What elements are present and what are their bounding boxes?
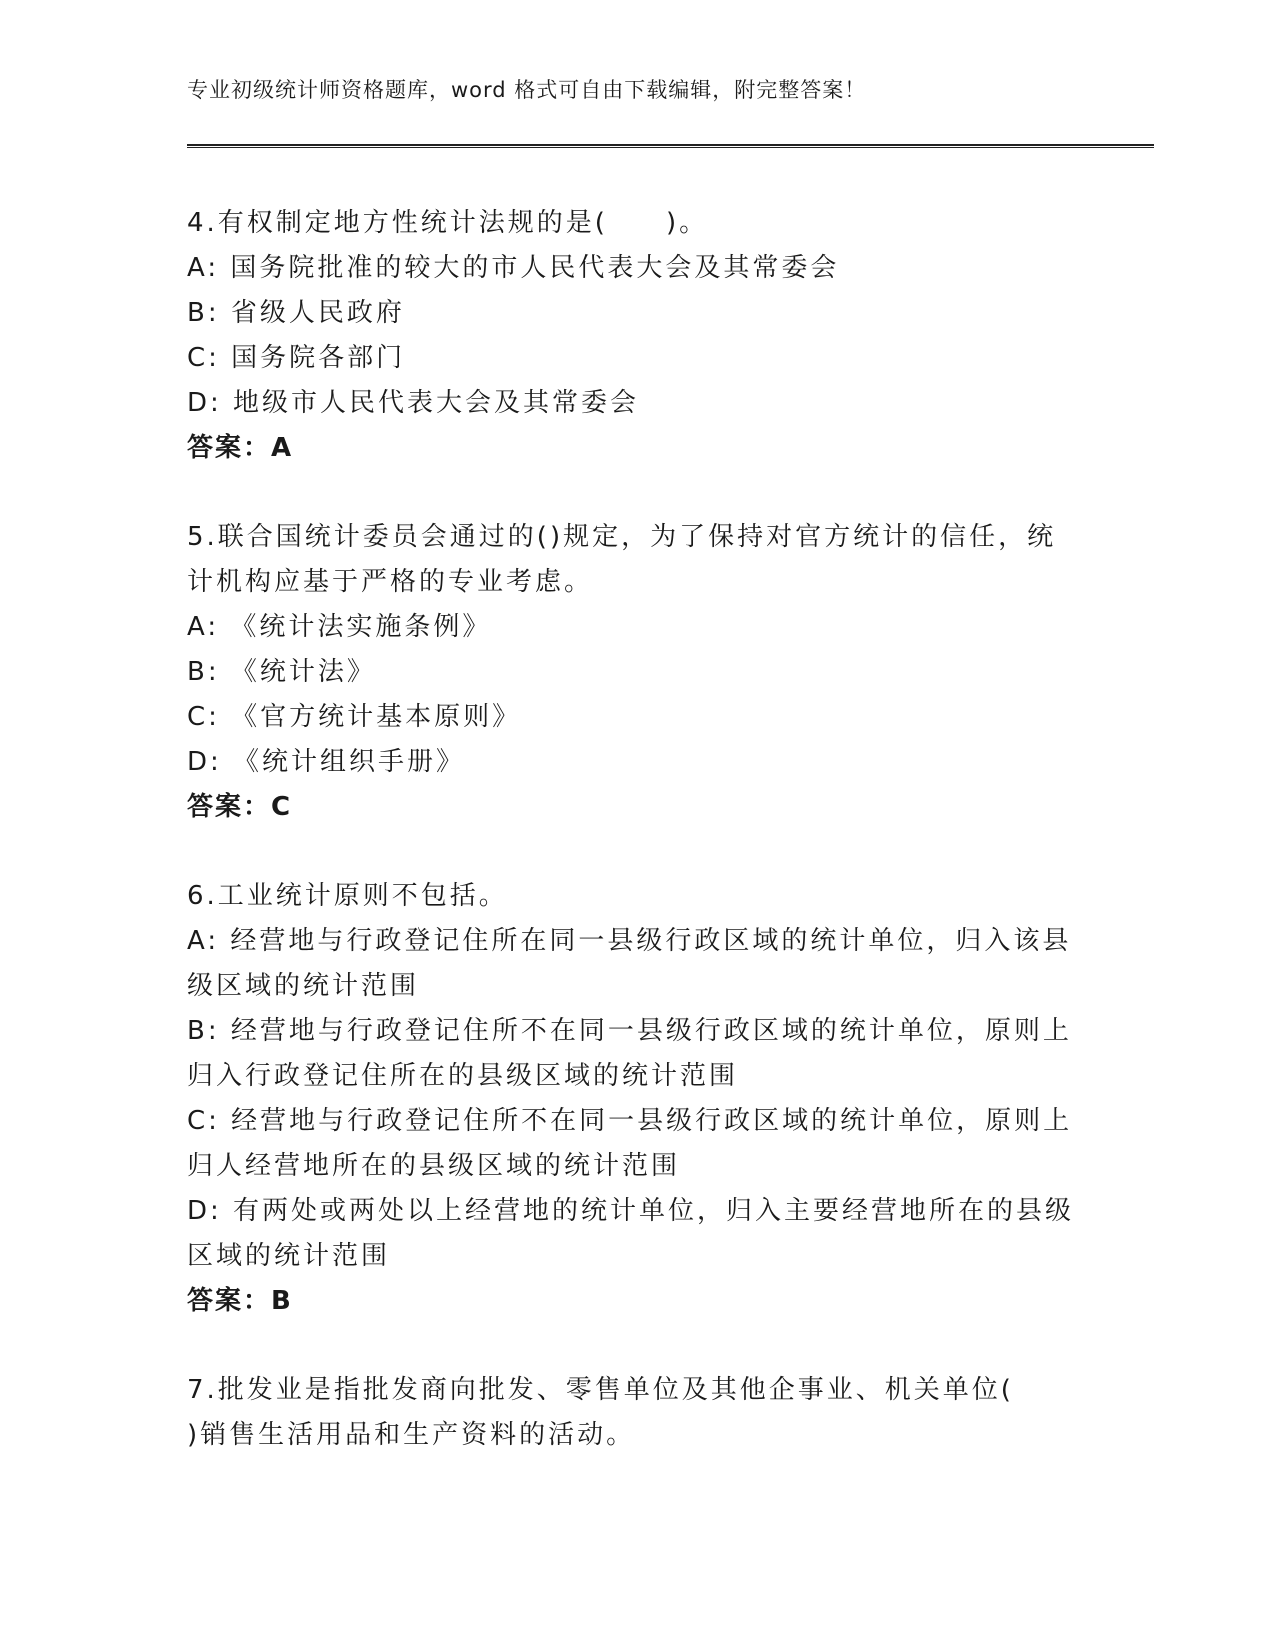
question-stem: 6.工业统计原则不包括。 bbox=[187, 881, 508, 911]
option-a: A: 经营地与行政登记住所在同一县级行政区域的统计单位，归入该县 bbox=[187, 926, 1072, 956]
question-stem: 7.批发业是指批发商向批发、零售单位及其他企事业、机关单位( bbox=[187, 1375, 1014, 1405]
page-header: 专业初级统计师资格题库，word 格式可自由下载编辑，附完整答案！ bbox=[187, 78, 867, 102]
option-b: B: 经营地与行政登记住所不在同一县级行政区域的统计单位，原则上 bbox=[187, 1016, 1072, 1046]
question-item bbox=[187, 874, 1087, 1324]
answer-label: 答案：B bbox=[187, 1286, 293, 1316]
header-divider bbox=[187, 144, 1154, 148]
question-stem: 5.联合国统计委员会通过的()规定，为了保持对官方统计的信任，统 bbox=[187, 522, 1057, 552]
answer-label: 答案：C bbox=[187, 792, 293, 822]
option-b: B: 《统计法》 bbox=[187, 657, 376, 687]
option-b: B: 省级人民政府 bbox=[187, 298, 405, 328]
question-stem-continued: 计机构应基于严格的专业考虑。 bbox=[187, 567, 594, 597]
option-d-continued: 区域的统计范围 bbox=[187, 1241, 391, 1271]
question-stem-continued: )销售生活用品和生产资料的活动。 bbox=[187, 1420, 636, 1450]
answer-label: 答案：A bbox=[187, 433, 294, 463]
question-stem: 4.有权制定地方性统计法规的是( )。 bbox=[187, 208, 709, 238]
option-d: D: 地级市人民代表大会及其常委会 bbox=[187, 388, 640, 418]
option-a-continued: 级区域的统计范围 bbox=[187, 971, 420, 1001]
question-list bbox=[187, 201, 1087, 1502]
question-item bbox=[187, 515, 1087, 830]
option-a: A: 《统计法实施条例》 bbox=[187, 612, 492, 642]
option-d: D: 《统计组织手册》 bbox=[187, 747, 466, 777]
option-a: A: 国务院批准的较大的市人民代表大会及其常委会 bbox=[187, 253, 840, 283]
option-b-continued: 归入行政登记住所在的县级区域的统计范围 bbox=[187, 1061, 739, 1091]
option-c: C: 《官方统计基本原则》 bbox=[187, 702, 522, 732]
option-c: C: 国务院各部门 bbox=[187, 343, 406, 373]
option-d: D: 有两处或两处以上经营地的统计单位，归入主要经营地所在的县级 bbox=[187, 1196, 1075, 1226]
option-c: C: 经营地与行政登记住所不在同一县级行政区域的统计单位，原则上 bbox=[187, 1106, 1073, 1136]
question-item bbox=[187, 1368, 1087, 1458]
option-c-continued: 归人经营地所在的县级区域的统计范围 bbox=[187, 1151, 681, 1181]
question-item bbox=[187, 201, 1087, 471]
